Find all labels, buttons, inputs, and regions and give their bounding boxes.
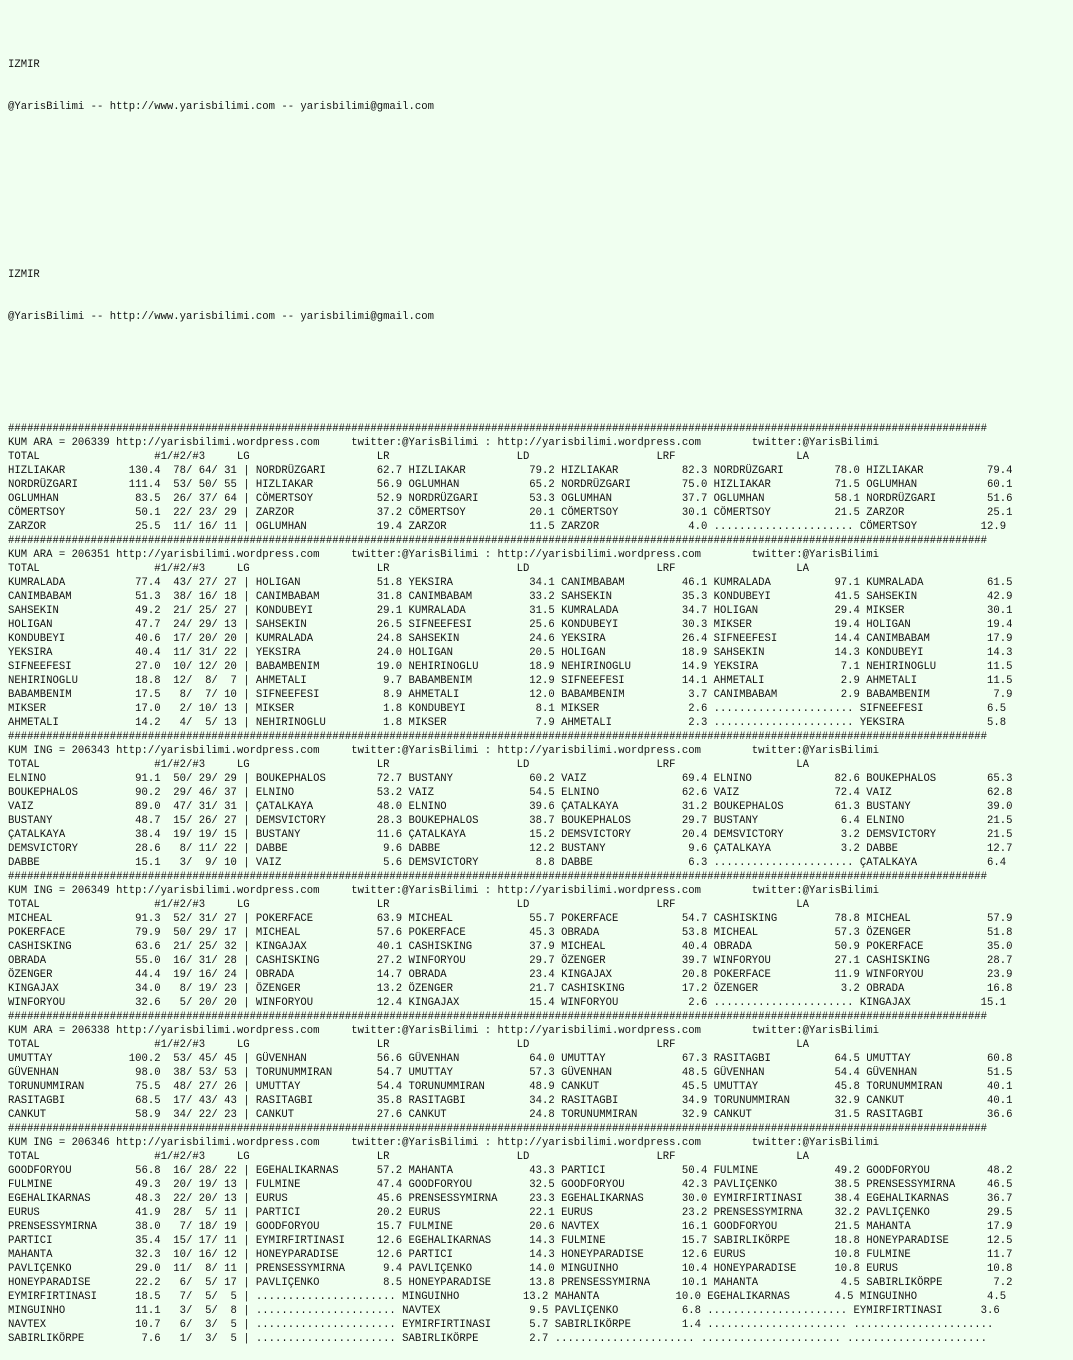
result-row: MINGUINHO 11.1 3/ 5/ 8 | ...................... NAVTEX 9.5 PAVLIÇENKO 6.8 ...................... EYMIRFIRTINASI 3.6	[8, 1305, 1000, 1317]
race-info-line: KUM ARA = 206339 http://yarisbilimi.wordpress.com twitter:@YarisBilimi : http://yarisbilimi.wordpress.com twitter:@YarisBilimi	[8, 437, 879, 449]
result-row: CANKUT 58.9 34/ 22/ 23 | CANKUT 27.6 CANKUT 24.8 TORUNUMMIRAN 32.9 CANKUT 31.5 RASITAGBI 36.6	[8, 1109, 1013, 1121]
column-header-line: TOTAL #1/#2/#3 LG LR LD LRF LA	[8, 563, 810, 575]
result-row: MICHEAL 91.3 52/ 31/ 27 | POKERFACE 63.9 MICHEAL 55.7 POKERFACE 54.7 CASHISKING 78.8 MICHEAL 57.9	[8, 913, 1013, 925]
result-row: NAVTEX 10.7 6/ 3/ 5 | ...................... EYMIRFIRTINASI 5.7 SABIRLIKÖRPE 1.4 ...................... ......................	[8, 1319, 994, 1331]
result-row: AHMETALI 14.2 4/ 5/ 13 | NEHIRINOGLU 1.8 MIKSER 7.9 AHMETALI 2.3 ...................... YEKSIRA 5.8	[8, 717, 1007, 729]
header-line	[8, 142, 1073, 156]
column-header-line: TOTAL #1/#2/#3 LG LR LD LRF LA	[8, 759, 810, 771]
result-row: GOODFORYOU 56.8 16/ 28/ 22 | EGEHALIKARNAS 57.2 MAHANTA 43.3 PARTICI 50.4 FULMINE 49.2 GOODFORYOU 48.2	[8, 1165, 1013, 1177]
result-row: NEHIRINOGLU 18.8 12/ 8/ 7 | AHMETALI 9.7 BABAMBENIM 12.9 SIFNEEFESI 14.1 AHMETALI 2.9 AHMETALI 11.5	[8, 675, 1013, 687]
separator-line: ##########################################################################################################################################################	[8, 731, 988, 743]
header-line: @YarisBilimi -- http://www.yarisbilimi.com -- yarisbilimi@gmail.com	[8, 101, 434, 113]
result-row: WINFORYOU 32.6 5/ 20/ 20 | WINFORYOU 12.4 KINGAJAX 15.4 WINFORYOU 2.6 ...................... KINGAJAX 15.1	[8, 997, 1007, 1009]
result-row: MAHANTA 32.3 10/ 16/ 12 | HONEYPARADISE 12.6 PARTICI 14.3 HONEYPARADISE 12.6 EURUS 10.8 FULMINE 11.7	[8, 1249, 1013, 1261]
race-section	[8, 870, 1073, 1010]
result-row: KUMRALADA 77.4 43/ 27/ 27 | HOLIGAN 51.8 YEKSIRA 34.1 CANIMBABAM 46.1 KUMRALADA 97.1 KUMRALADA 61.5	[8, 577, 1013, 589]
result-row: EYMIRFIRTINASI 18.5 7/ 5/ 5 | ...................... MINGUINHO 13.2 MAHANTA 10.0 EGEHALIKARNAS 4.5 MINGUINHO 4.5	[8, 1291, 1007, 1303]
race-section	[8, 422, 1073, 534]
result-row: ÇATALKAYA 38.4 19/ 19/ 15 | BUSTANY 11.6 ÇATALKAYA 15.2 DEMSVICTORY 20.4 DEMSVICTORY 3.2 DEMSVICTORY 21.5	[8, 829, 1013, 841]
result-row: BOUKEPHALOS 90.2 29/ 46/ 37 | ELNINO 53.2 VAIZ 54.5 ELNINO 62.6 VAIZ 72.4 VAIZ 62.8	[8, 787, 1013, 799]
result-row: DEMSVICTORY 28.6 8/ 11/ 22 | DABBE 9.6 DABBE 12.2 BUSTANY 9.6 ÇATALKAYA 3.2 DABBE 12.7	[8, 843, 1013, 855]
column-header-line: TOTAL #1/#2/#3 LG LR LD LRF LA	[8, 1151, 810, 1163]
result-row: PRENSESSYMIRNA 38.0 7/ 18/ 19 | GOODFORYOU 15.7 FULMINE 20.6 NAVTEX 16.1 GOODFORYOU 21.5 MAHANTA 17.9	[8, 1221, 1013, 1233]
result-row: ÖZENGER 44.4 19/ 16/ 24 | OBRADA 14.7 OBRADA 23.4 KINGAJAX 20.8 POKERFACE 11.9 WINFORYOU 23.9	[8, 969, 1013, 981]
separator-line: ##########################################################################################################################################################	[8, 871, 988, 883]
result-row: SIFNEEFESI 27.0 10/ 12/ 20 | BABAMBENIM 19.0 NEHIRINOGLU 18.9 NEHIRINOGLU 14.9 YEKSIRA 7.1 NEHIRINOGLU 11.5	[8, 661, 1013, 673]
race-section	[8, 1122, 1073, 1346]
result-row: TORUNUMMIRAN 75.5 48/ 27/ 26 | UMUTTAY 54.4 TORUNUMMIRAN 48.9 CANKUT 45.5 UMUTTAY 45.8 TORUNUMMIRAN 40.1	[8, 1081, 1013, 1093]
result-row: HOLIGAN 47.7 24/ 29/ 13 | SAHSEKIN 26.5 SIFNEEFESI 25.6 KONDUBEYI 30.3 MIKSER 19.4 HOLIGAN 19.4	[8, 619, 1013, 631]
result-row: PAVLIÇENKO 29.0 11/ 8/ 11 | PRENSESSYMIRNA 9.4 PAVLIÇENKO 14.0 MINGUINHO 10.4 HONEYPARADISE 10.8 EURUS 10.8	[8, 1263, 1013, 1275]
result-row: SABIRLIKÖRPE 7.6 1/ 3/ 5 | ...................... SABIRLIKÖRPE 2.7 ...................... ...................... ......................	[8, 1333, 988, 1345]
document-header	[8, 30, 1073, 394]
race-info-line: KUM ARA = 206338 http://yarisbilimi.wordpress.com twitter:@YarisBilimi : http://yarisbilimi.wordpress.com twitter:@YarisBilimi	[8, 1025, 879, 1037]
race-info-line: KUM ING = 206346 http://yarisbilimi.wordpress.com twitter:@YarisBilimi : http://yarisbilimi.wordpress.com twitter:@YarisBilimi	[8, 1137, 879, 1149]
result-row: CASHISKING 63.6 21/ 25/ 32 | KINGAJAX 40.1 CASHISKING 37.9 MICHEAL 40.4 OBRADA 50.9 POKERFACE 35.0	[8, 941, 1013, 953]
result-row: OGLUMHAN 83.5 26/ 37/ 64 | CÖMERTSOY 52.9 NORDRÜZGARI 53.3 OGLUMHAN 37.7 OGLUMHAN 58.1 NORDRÜZGARI 51.6	[8, 493, 1013, 505]
race-info-line: KUM ING = 206349 http://yarisbilimi.wordpress.com twitter:@YarisBilimi : http://yarisbilimi.wordpress.com twitter:@YarisBilimi	[8, 885, 879, 897]
header-line: IZMIR	[8, 59, 40, 71]
result-row: ZARZOR 25.5 11/ 16/ 11 | OGLUMHAN 19.4 ZARZOR 11.5 ZARZOR 4.0 ...................... CÖMERTSOY 12.9	[8, 521, 1007, 533]
race-sections	[8, 422, 1073, 1346]
result-row: YEKSIRA 40.4 11/ 31/ 22 | YEKSIRA 24.0 HOLIGAN 20.5 HOLIGAN 18.9 SAHSEKIN 14.3 KONDUBEYI 14.3	[8, 647, 1013, 659]
result-row: POKERFACE 79.9 50/ 29/ 17 | MICHEAL 57.6 POKERFACE 45.3 OBRADA 53.8 MICHEAL 57.3 ÖZENGER 51.8	[8, 927, 1013, 939]
race-section	[8, 1010, 1073, 1122]
result-row: SAHSEKIN 49.2 21/ 25/ 27 | KONDUBEYI 29.1 KUMRALADA 31.5 KUMRALADA 34.7 HOLIGAN 29.4 MIKSER 30.1	[8, 605, 1013, 617]
race-section	[8, 730, 1073, 870]
result-row: FULMINE 49.3 20/ 19/ 13 | FULMINE 47.4 GOODFORYOU 32.5 GOODFORYOU 42.3 PAVLIÇENKO 38.5 PRENSESSYMIRNA 46.5	[8, 1179, 1013, 1191]
separator-line: ##########################################################################################################################################################	[8, 535, 988, 547]
separator-line: ##########################################################################################################################################################	[8, 423, 988, 435]
result-row: UMUTTAY 100.2 53/ 45/ 45 | GÜVENHAN 56.6 GÜVENHAN 64.0 UMUTTAY 67.3 RASITAGBI 64.5 UMUTTAY 60.8	[8, 1053, 1013, 1065]
column-header-line: TOTAL #1/#2/#3 LG LR LD LRF LA	[8, 451, 810, 463]
result-row: HONEYPARADISE 22.2 6/ 5/ 17 | PAVLIÇENKO 8.5 HONEYPARADISE 13.8 PRENSESSYMIRNA 10.1 MAHANTA 4.5 SABIRLIKÖRPE 7.2	[8, 1277, 1013, 1289]
separator-line: ##########################################################################################################################################################	[8, 1011, 988, 1023]
column-header-line: TOTAL #1/#2/#3 LG LR LD LRF LA	[8, 1039, 810, 1051]
result-row: KONDUBEYI 40.6 17/ 20/ 20 | KUMRALADA 24.8 SAHSEKIN 24.6 YEKSIRA 26.4 SIFNEEFESI 14.4 CANIMBABAM 17.9	[8, 633, 1013, 645]
result-row: BUSTANY 48.7 15/ 26/ 27 | DEMSVICTORY 28.3 BOUKEPHALOS 38.7 BOUKEPHALOS 29.7 BUSTANY 6.4 ELNINO 21.5	[8, 815, 1013, 827]
column-header-line: TOTAL #1/#2/#3 LG LR LD LRF LA	[8, 899, 810, 911]
result-row: MIKSER 17.0 2/ 10/ 13 | MIKSER 1.8 KONDUBEYI 8.1 MIKSER 2.6 ...................... SIFNEEFESI 6.5	[8, 703, 1007, 715]
race-info-line: KUM ARA = 206351 http://yarisbilimi.wordpress.com twitter:@YarisBilimi : http://yarisbilimi.wordpress.com twitter:@YarisBilimi	[8, 549, 879, 561]
header-line: @YarisBilimi -- http://www.yarisbilimi.com -- yarisbilimi@gmail.com	[8, 311, 434, 323]
result-row: BABAMBENIM 17.5 8/ 7/ 10 | SIFNEEFESI 8.9 AHMETALI 12.0 BABAMBENIM 3.7 CANIMBABAM 2.9 BABAMBENIM 7.9	[8, 689, 1013, 701]
result-row: ELNINO 91.1 50/ 29/ 29 | BOUKEPHALOS 72.7 BUSTANY 60.2 VAIZ 69.4 ELNINO 82.6 BOUKEPHALOS 65.3	[8, 773, 1013, 785]
header-line	[8, 352, 1073, 366]
separator-line: ##########################################################################################################################################################	[8, 1123, 988, 1135]
result-row: RASITAGBI 68.5 17/ 43/ 43 | RASITAGBI 35.8 RASITAGBI 34.2 RASITAGBI 34.9 TORUNUMMIRAN 32.9 CANKUT 40.1	[8, 1095, 1013, 1107]
result-row: HIZLIAKAR 130.4 78/ 64/ 31 | NORDRÜZGARI 62.7 HIZLIAKAR 79.2 HIZLIAKAR 82.3 NORDRÜZGARI 78.0 HIZLIAKAR 79.4	[8, 465, 1013, 477]
result-row: VAIZ 89.0 47/ 31/ 31 | ÇATALKAYA 48.0 ELNINO 39.6 ÇATALKAYA 31.2 BOUKEPHALOS 61.3 BUSTANY 39.0	[8, 801, 1013, 813]
result-row: CANIMBABAM 51.3 38/ 16/ 18 | CANIMBABAM 31.8 CANIMBABAM 33.2 SAHSEKIN 35.3 KONDUBEYI 41.5 SAHSEKIN 42.9	[8, 591, 1013, 603]
result-row: CÖMERTSOY 50.1 22/ 23/ 29 | ZARZOR 37.2 CÖMERTSOY 20.1 CÖMERTSOY 30.1 CÖMERTSOY 21.5 ZARZOR 25.1	[8, 507, 1013, 519]
header-line	[8, 184, 1073, 198]
result-row: OBRADA 55.0 16/ 31/ 28 | CASHISKING 27.2 WINFORYOU 29.7 ÖZENGER 39.7 WINFORYOU 27.1 CASHISKING 28.7	[8, 955, 1013, 967]
result-row: DABBE 15.1 3/ 9/ 10 | VAIZ 5.6 DEMSVICTORY 8.8 DABBE 6.3 ...................... ÇATALKAYA 6.4	[8, 857, 1007, 869]
result-row: GÜVENHAN 98.0 38/ 53/ 53 | TORUNUMMIRAN 54.7 UMUTTAY 57.3 GÜVENHAN 48.5 GÜVENHAN 54.4 GÜVENHAN 51.5	[8, 1067, 1013, 1079]
race-section	[8, 534, 1073, 730]
race-info-line: KUM ING = 206343 http://yarisbilimi.wordpress.com twitter:@YarisBilimi : http://yarisbilimi.wordpress.com twitter:@YarisBilimi	[8, 745, 879, 757]
result-row: EURUS 41.9 28/ 5/ 11 | PARTICI 20.2 EURUS 22.1 EURUS 23.2 PRENSESSYMIRNA 32.2 PAVLIÇENKO 29.5	[8, 1207, 1013, 1219]
result-row: PARTICI 35.4 15/ 17/ 11 | EYMIRFIRTINASI 12.6 EGEHALIKARNAS 14.3 FULMINE 15.7 SABIRLIKÖRPE 18.8 HONEYPARADISE 12.5	[8, 1235, 1013, 1247]
result-row: NORDRÜZGARI 111.4 53/ 50/ 55 | HIZLIAKAR 56.9 OGLUMHAN 65.2 NORDRÜZGARI 75.0 HIZLIAKAR 71.5 OGLUMHAN 60.1	[8, 479, 1013, 491]
header-line: IZMIR	[8, 269, 40, 281]
result-row: KINGAJAX 34.0 8/ 19/ 23 | ÖZENGER 13.2 ÖZENGER 21.7 CASHISKING 17.2 ÖZENGER 3.2 OBRADA 16.8	[8, 983, 1013, 995]
header-line	[8, 226, 1073, 240]
result-row: EGEHALIKARNAS 48.3 22/ 20/ 13 | EURUS 45.6 PRENSESSYMIRNA 23.3 EGEHALIKARNAS 30.0 EYMIRFIRTINASI 38.4 EGEHALIKARNAS 36.7	[8, 1193, 1013, 1205]
